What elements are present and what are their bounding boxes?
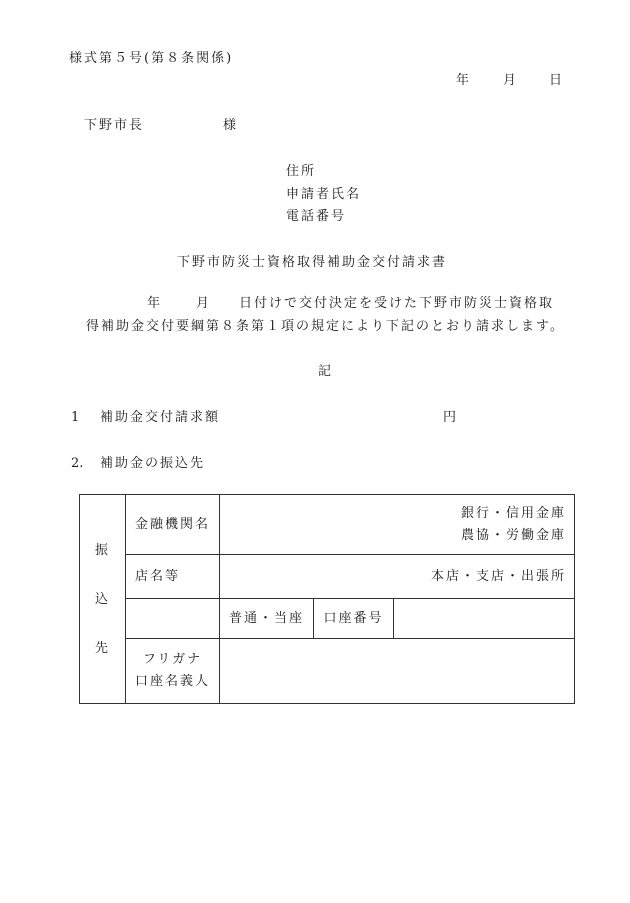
branch-value-cell[interactable]: 本店・支店・出張所 bbox=[220, 555, 575, 599]
applicant-phone-label: 電話番号 bbox=[286, 209, 347, 224]
account-type[interactable]: 普通・当座 bbox=[220, 599, 314, 639]
body-month: 月 bbox=[196, 296, 210, 311]
account-holder-label: 口座名義人 bbox=[134, 674, 210, 689]
side-char-2: 込 bbox=[94, 591, 110, 607]
body-line2: 得補助金交付要綱第８条第１項の規定により下記のとおり請求します。 bbox=[86, 319, 565, 334]
branch-label: 店名等 bbox=[126, 555, 220, 599]
applicant-address-label: 住所 bbox=[286, 164, 317, 179]
transfer-destination-label bbox=[80, 495, 126, 704]
furigana-label: フリガナ bbox=[142, 652, 203, 667]
account-holder-field[interactable] bbox=[220, 639, 575, 704]
date-day: 日 bbox=[549, 73, 563, 88]
applicant-name-label: 申請者氏名 bbox=[286, 187, 362, 202]
account-number-field[interactable] bbox=[394, 599, 575, 639]
account-number-label: 口座番号 bbox=[314, 599, 394, 639]
item2-number: 2. bbox=[71, 456, 84, 471]
addressee-name: 下野市長 bbox=[84, 118, 145, 133]
account-blank-cell bbox=[126, 599, 220, 639]
body-line1: 日付けで交付決定を受けた下野市防災士資格取 bbox=[239, 296, 555, 311]
document-title: 下野市防災士資格取得補助金交付請求書 bbox=[177, 255, 448, 270]
side-char-3: 先 bbox=[94, 640, 110, 656]
addressee-honorific: 様 bbox=[223, 118, 237, 133]
body-year: 年 bbox=[147, 296, 161, 311]
item2-label: 補助金の振込先 bbox=[100, 456, 206, 471]
ki-marker: 記 bbox=[318, 364, 332, 379]
institution-value-cell[interactable] bbox=[220, 495, 575, 555]
date-year: 年 bbox=[456, 73, 470, 88]
item1-unit: 円 bbox=[443, 410, 457, 425]
institution-type-1: 銀行・信用金庫 bbox=[461, 505, 567, 521]
item1-label: 補助金交付請求額 bbox=[100, 410, 221, 425]
institution-label: 金融機関名 bbox=[126, 495, 220, 555]
side-char-1: 振 bbox=[94, 542, 110, 558]
bank-transfer-table bbox=[79, 494, 575, 704]
item1-number: 1 bbox=[71, 410, 80, 425]
date-month: 月 bbox=[503, 73, 517, 88]
institution-type-2: 農協・労働金庫 bbox=[461, 527, 567, 543]
holder-label bbox=[126, 639, 220, 704]
form-number: 様式第５号(第８条関係) bbox=[69, 51, 234, 66]
